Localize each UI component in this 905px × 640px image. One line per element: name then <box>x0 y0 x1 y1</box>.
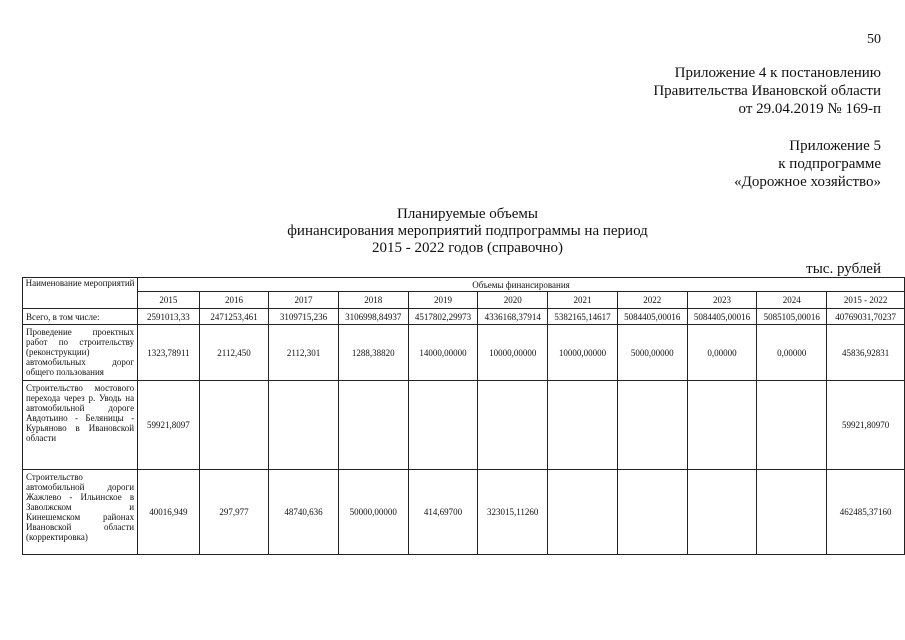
value-cell: 3109715,236 <box>269 309 339 325</box>
value-cell: 59921,8097 <box>138 381 200 470</box>
value-cell: 2112,450 <box>199 325 269 381</box>
value-cell: 297,977 <box>199 470 269 555</box>
year-header: 2022 <box>617 292 687 309</box>
financing-table <box>22 277 905 555</box>
value-cell: 2471253,461 <box>199 309 269 325</box>
document-title <box>0 206 905 257</box>
value-cell <box>548 470 618 555</box>
value-cell: 462485,37160 <box>827 470 905 555</box>
table-row <box>23 309 905 325</box>
value-cell: 4517802,29973 <box>408 309 478 325</box>
value-cell: 10000,00000 <box>548 325 618 381</box>
value-cell: 0,00000 <box>757 325 827 381</box>
annex-sub <box>734 137 881 191</box>
value-cell: 1323,78911 <box>138 325 200 381</box>
annex-sub-line: Приложение 5 <box>789 138 881 154</box>
year-header: 2021 <box>548 292 618 309</box>
activity-name: Строительство мостового перехода через р. Уводь на автомобильной дороге Авдотьино - Беляницы - Курьяново в Ивановской области <box>23 381 138 470</box>
annex-main-line: от 29.04.2019 № 169-п <box>738 101 881 117</box>
value-cell: 10000,00000 <box>478 325 548 381</box>
year-header: 2024 <box>757 292 827 309</box>
value-cell: 40016,949 <box>138 470 200 555</box>
value-cell <box>757 381 827 470</box>
value-cell: 5085105,00016 <box>757 309 827 325</box>
annex-main <box>653 64 881 118</box>
volume-header: Объемы финансирования <box>138 278 905 292</box>
year-header: 2019 <box>408 292 478 309</box>
activity-name: Строительство автомобильной дороги Жажлево - Ильинское в Заволжском и Кинешемском районах Ивановской области (корректировка) <box>23 470 138 555</box>
value-cell <box>617 381 687 470</box>
value-cell: 4336168,37914 <box>478 309 548 325</box>
table-row <box>23 470 905 555</box>
value-cell: 323015,11260 <box>478 470 548 555</box>
annex-main-line: Правительства Ивановской области <box>653 83 881 99</box>
value-cell: 50000,00000 <box>338 470 408 555</box>
value-cell <box>478 381 548 470</box>
table-row <box>23 381 905 470</box>
value-cell: 1288,38820 <box>338 325 408 381</box>
value-cell: 45836,92831 <box>827 325 905 381</box>
value-cell: 5084405,00016 <box>687 309 757 325</box>
value-cell <box>338 381 408 470</box>
year-header: 2015 - 2022 <box>827 292 905 309</box>
page-number: 50 <box>867 32 881 47</box>
year-header: 2015 <box>138 292 200 309</box>
table-row <box>23 325 905 381</box>
annex-main-line: Приложение 4 к постановлению <box>674 65 881 81</box>
value-cell: 2591013,33 <box>138 309 200 325</box>
value-cell <box>269 381 339 470</box>
year-header: 2018 <box>338 292 408 309</box>
annex-sub-line: «Дорожное хозяйство» <box>734 174 881 190</box>
title-line: 2015 - 2022 годов (справочно) <box>371 240 564 256</box>
value-cell: 59921,80970 <box>827 381 905 470</box>
name-header: Наименование мероприятий <box>23 278 138 309</box>
value-cell: 5382165,14617 <box>548 309 618 325</box>
activity-name: Всего, в том числе: <box>23 309 138 325</box>
value-cell: 414,69700 <box>408 470 478 555</box>
unit-label: тыс. рублей <box>806 261 881 277</box>
value-cell: 3106998,84937 <box>338 309 408 325</box>
value-cell: 5000,00000 <box>617 325 687 381</box>
year-header: 2020 <box>478 292 548 309</box>
value-cell: 40769031,70237 <box>827 309 905 325</box>
year-header: 2023 <box>687 292 757 309</box>
value-cell: 48740,636 <box>269 470 339 555</box>
year-header: 2017 <box>269 292 339 309</box>
activity-name: Проведение проектных работ по строительству (реконструкции) автомобильных дорог общего пользования <box>23 325 138 381</box>
title-line: финансирования мероприятий подпрограммы на период <box>287 223 648 239</box>
year-header: 2016 <box>199 292 269 309</box>
title-line: Планируемые объемы <box>396 206 538 222</box>
value-cell <box>687 470 757 555</box>
value-cell: 5084405,00016 <box>617 309 687 325</box>
value-cell: 2112,301 <box>269 325 339 381</box>
value-cell <box>617 470 687 555</box>
value-cell <box>548 381 618 470</box>
value-cell: 0,00000 <box>687 325 757 381</box>
annex-sub-line: к подпрограмме <box>778 156 881 172</box>
value-cell <box>408 381 478 470</box>
value-cell <box>757 470 827 555</box>
value-cell: 14000,00000 <box>408 325 478 381</box>
value-cell <box>687 381 757 470</box>
value-cell <box>199 381 269 470</box>
